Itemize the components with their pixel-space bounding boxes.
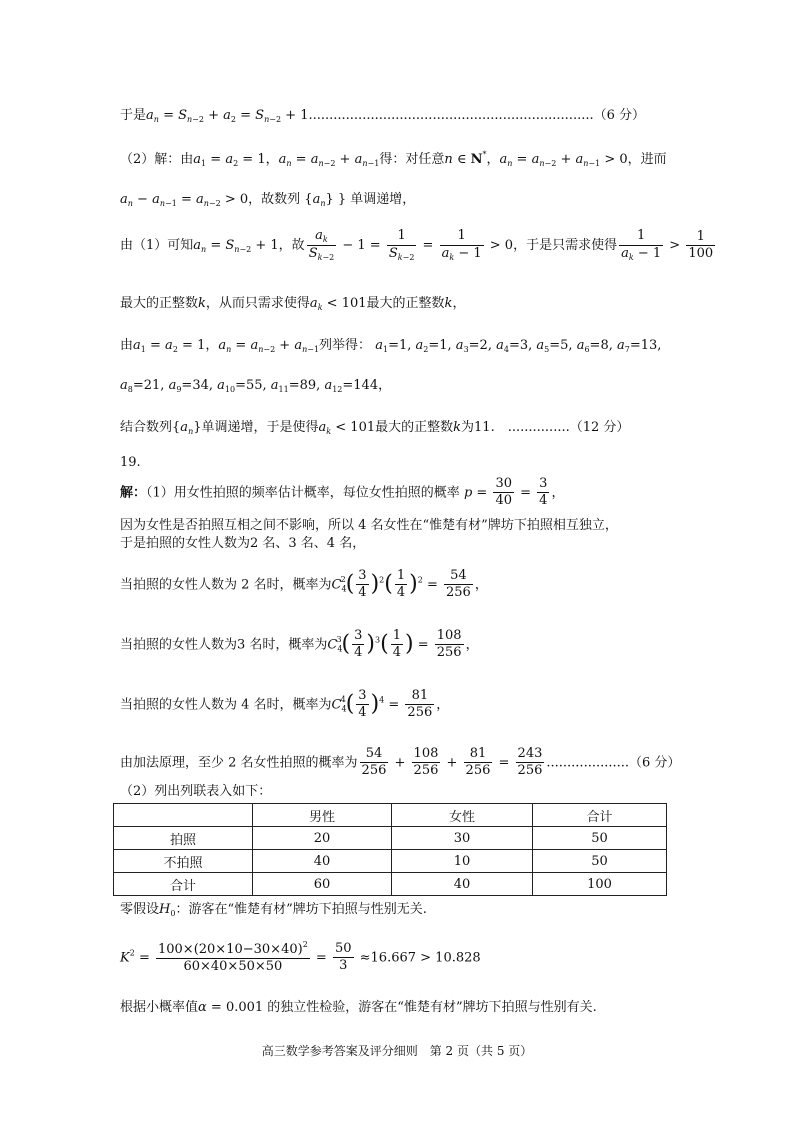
line-independence xyxy=(120,518,618,535)
table-cell: 30 xyxy=(392,827,533,850)
table-cell: 50 xyxy=(533,827,667,850)
table-header xyxy=(114,804,253,827)
fraction: $\frac{3}{4}$ xyxy=(539,476,548,509)
line-table-intro xyxy=(120,784,271,801)
line-conclusion: 结合数列$\{a_n\}$单调递增，于是使得$a_k < 101$最大的正整数k为11. ...............（12 分） xyxy=(120,420,630,436)
text-a: 零假设 xyxy=(120,902,160,917)
table-row xyxy=(114,827,667,850)
text-independence: 因为女性是否拍照互相之间不影响，所以 4 名女性在“惟楚有材”牌坊下拍照相互独立， xyxy=(120,518,618,533)
score-mark: （6 分） xyxy=(629,755,681,771)
line-case3: 当拍照的女性人数为3 名时，概率为$C_4^3$( $\frac{3}{4}$ )$^3$( $\frac{1}{4}$ ) = $\frac{108}{256}$ ， xyxy=(120,628,479,661)
text-c: ，于是只需求使得 xyxy=(513,238,618,253)
text-d: 为11. xyxy=(461,420,495,435)
text-a: 根据小概率值 xyxy=(120,1000,199,1015)
text-a: 最大的正整数 xyxy=(120,296,199,311)
table-cell: 50 xyxy=(533,850,667,873)
table-header: 女性 xyxy=(392,804,533,827)
dot-leader: .................... xyxy=(546,755,630,771)
line-case4: 当拍照的女性人数为 4 名时，概率为$C_4^4$( $\frac{3}{4}$ )$^4$ = $\frac{81}{256}$ ， xyxy=(120,688,450,721)
fraction: $\frac{30}{40}$ xyxy=(495,476,512,509)
line-from-part1: 由（1）可知$a_n = S_{n-2} + 1$，故 $\frac{a_k}{S_{k-2}}$ − 1 = $\frac{1}{S_{k-2}}$ = $\frac{1}{a_k - 1}$ > 0，于是只需求使得 $\frac{1}{a_k - 1}$ > $\frac{1}{100}$ xyxy=(120,228,714,262)
table-cell: 合计 xyxy=(114,873,253,896)
line-monotone: $a_n - a_{n-1} = a_{n-2} > 0$，故数列 $\{a_n\}$ } 单调递增， xyxy=(120,192,416,208)
line-final xyxy=(120,1000,597,1017)
dot-leader: ............... xyxy=(507,420,570,435)
table-cell: 60 xyxy=(253,873,392,896)
text-b: = 0.001 的独立性检验，游客在“惟楚有材”牌坊下拍照与性别有关. xyxy=(206,1000,597,1015)
text-end: } 单调递增， xyxy=(337,192,416,207)
text-c: 最大的正整数 xyxy=(366,296,445,311)
var-p: p xyxy=(463,485,473,501)
line-counts xyxy=(120,536,365,553)
text-counts: 于是拍照的女性人数为2 名、3 名、4 名， xyxy=(120,536,366,551)
k2-result: ≈16.667 > 10.828 xyxy=(359,950,481,966)
question-number xyxy=(120,455,141,472)
text-prefix: 于是 xyxy=(120,108,147,123)
table-cell: 40 xyxy=(392,873,533,896)
text-b: 列举得： xyxy=(319,338,372,353)
line-enumerate: 由$a_1 = a_2 = 1$，$a_n = a_{n-2} + a_{n-1}$列举得： $a_1=1$, $a_2=1$, $a_3=2$, $a_4=3$, $a_5=5$, $a_6=8$, $a_7=13$, xyxy=(120,338,662,354)
line-max-k: 最大的正整数k，从而只需求使得$a_k < 101$最大的正整数k， xyxy=(120,296,466,312)
fraction: $\frac{50}{3}$ xyxy=(334,941,352,974)
table-header-row xyxy=(114,804,667,827)
table-cell: 10 xyxy=(392,850,533,873)
line-k2-formula: $K^2$ = $\frac{100\times(20\times 10-30\times 40)^2}{60\times 40\times 50\times 50}$ = $\frac{50}{3}$ ≈16.667 > 10.828 xyxy=(120,940,481,975)
denominator: 100 xyxy=(688,246,714,261)
text-table-intro: （2）列出列联表入如下： xyxy=(120,784,272,799)
fraction: $\frac{1}{a_k - 1}$ xyxy=(621,228,662,262)
k2-numerator: 100×(20×10−30×40) xyxy=(157,942,303,957)
fraction: $\frac{a_k}{S_{k-2}}$ xyxy=(308,228,335,262)
line-null-hypothesis: 零假设$H_0$：游客在“惟楚有材”牌坊下拍照与性别无关. xyxy=(120,902,427,918)
table-header: 合计 xyxy=(533,804,667,827)
text-a: 由（1）可知 xyxy=(120,238,194,253)
line-sum: 由加法原理，至少 2 名女性拍照的概率为 $\frac{54}{256}$ + $\frac{108}{256}$ + $\frac{81}{256}$ = $\frac{243}{256}$ ....................（6 分） xyxy=(120,746,681,779)
table-cell: 不拍照 xyxy=(114,850,253,873)
question-19: 19. xyxy=(120,455,141,470)
page-footer: 高三数学参考答案及评分细则 第 2 页（共 5 页） xyxy=(261,1044,533,1058)
fraction: $\frac{1}{100}$ xyxy=(688,228,714,261)
fraction: $\frac{1}{S_{k-2}}$ xyxy=(388,228,415,262)
text-b: 单调递增，于是使得 xyxy=(201,420,319,435)
text-mid: ，故数列 xyxy=(248,192,301,207)
text-mid: 得：对任意 xyxy=(379,152,445,167)
var-alpha: α xyxy=(198,1000,207,1015)
text-case: 当拍照的女性人数为 4 名时，概率为 xyxy=(120,697,332,713)
table-row xyxy=(114,850,667,873)
line-an-sn: 于是$a_n = S_{n-2} + a_2 = S_{n-2} + 1.....................................................................(6$ 分） xyxy=(120,108,646,124)
contingency-table xyxy=(113,803,667,896)
text-c: 最大的正整数 xyxy=(375,420,454,435)
text-case: 当拍照的女性人数为 2 名时，概率为 xyxy=(120,577,332,593)
text-case: 当拍照的女性人数为3 名时，概率为 xyxy=(120,637,328,653)
score-mark: （6 分） xyxy=(593,108,646,123)
table-cell: 20 xyxy=(253,827,392,850)
k2-denominator: 60×40×50×50 xyxy=(183,959,283,975)
fraction: $\frac{1}{a_k - 1}$ xyxy=(441,228,482,262)
table-cell: 拍照 xyxy=(114,827,253,850)
table-cell: 40 xyxy=(253,850,392,873)
text-end: ，进而 xyxy=(627,152,667,167)
text-b: ：游客在“惟楚有材”牌坊下拍照与性别无关. xyxy=(175,902,427,917)
table-header: 男性 xyxy=(253,804,392,827)
line-enumerate-cont: $a_8=21$, $a_9=34$, $a_{10}=55$, $a_{11}=89$, $a_{12}=144$， xyxy=(120,378,392,394)
dot-leader: ..................................................................... xyxy=(308,108,594,123)
text-sum: 由加法原理，至少 2 名女性拍照的概率为 xyxy=(120,755,358,771)
line-case2: 当拍照的女性人数为 2 名时，概率为$C_4^2$( $\frac{3}{4}$ )$^2$( $\frac{1}{4}$ )$^2$ = $\frac{54}{256}$ ， xyxy=(120,568,488,601)
k2-fraction: $\frac{100\times(20\times 10-30\times 40)^2}{60\times 40\times 50\times 50}$ xyxy=(157,940,308,975)
text-a: 结合数列 xyxy=(120,420,173,435)
text-b: ，从而只需求使得 xyxy=(205,296,310,311)
table-row xyxy=(114,873,667,896)
line-part2-solution: （2）解：由$a_1 = a_2 = 1$，$a_n = a_{n-2} + a_{n-1}$得：对任意n ∈ N*，$a_n = a_{n-2} + a_{n-1} > 0$，进而 xyxy=(120,150,667,168)
text-main: （1）用女性拍照的频率估计概率，每位女性拍照的概率 xyxy=(146,485,460,501)
score-mark: （12 分） xyxy=(569,420,630,435)
table-cell: 100 xyxy=(533,873,667,896)
line-sol19: 解：（1）用女性拍照的频率估计概率，每位女性拍照的概率 p = $\frac{30}{40}$ = $\frac{3}{4}$ ， xyxy=(120,476,565,509)
text-b: ，故 xyxy=(278,238,305,253)
part-label: （2）解：由 xyxy=(120,152,194,167)
text-a: 由 xyxy=(120,338,134,353)
solution-label: 解： xyxy=(120,485,147,501)
